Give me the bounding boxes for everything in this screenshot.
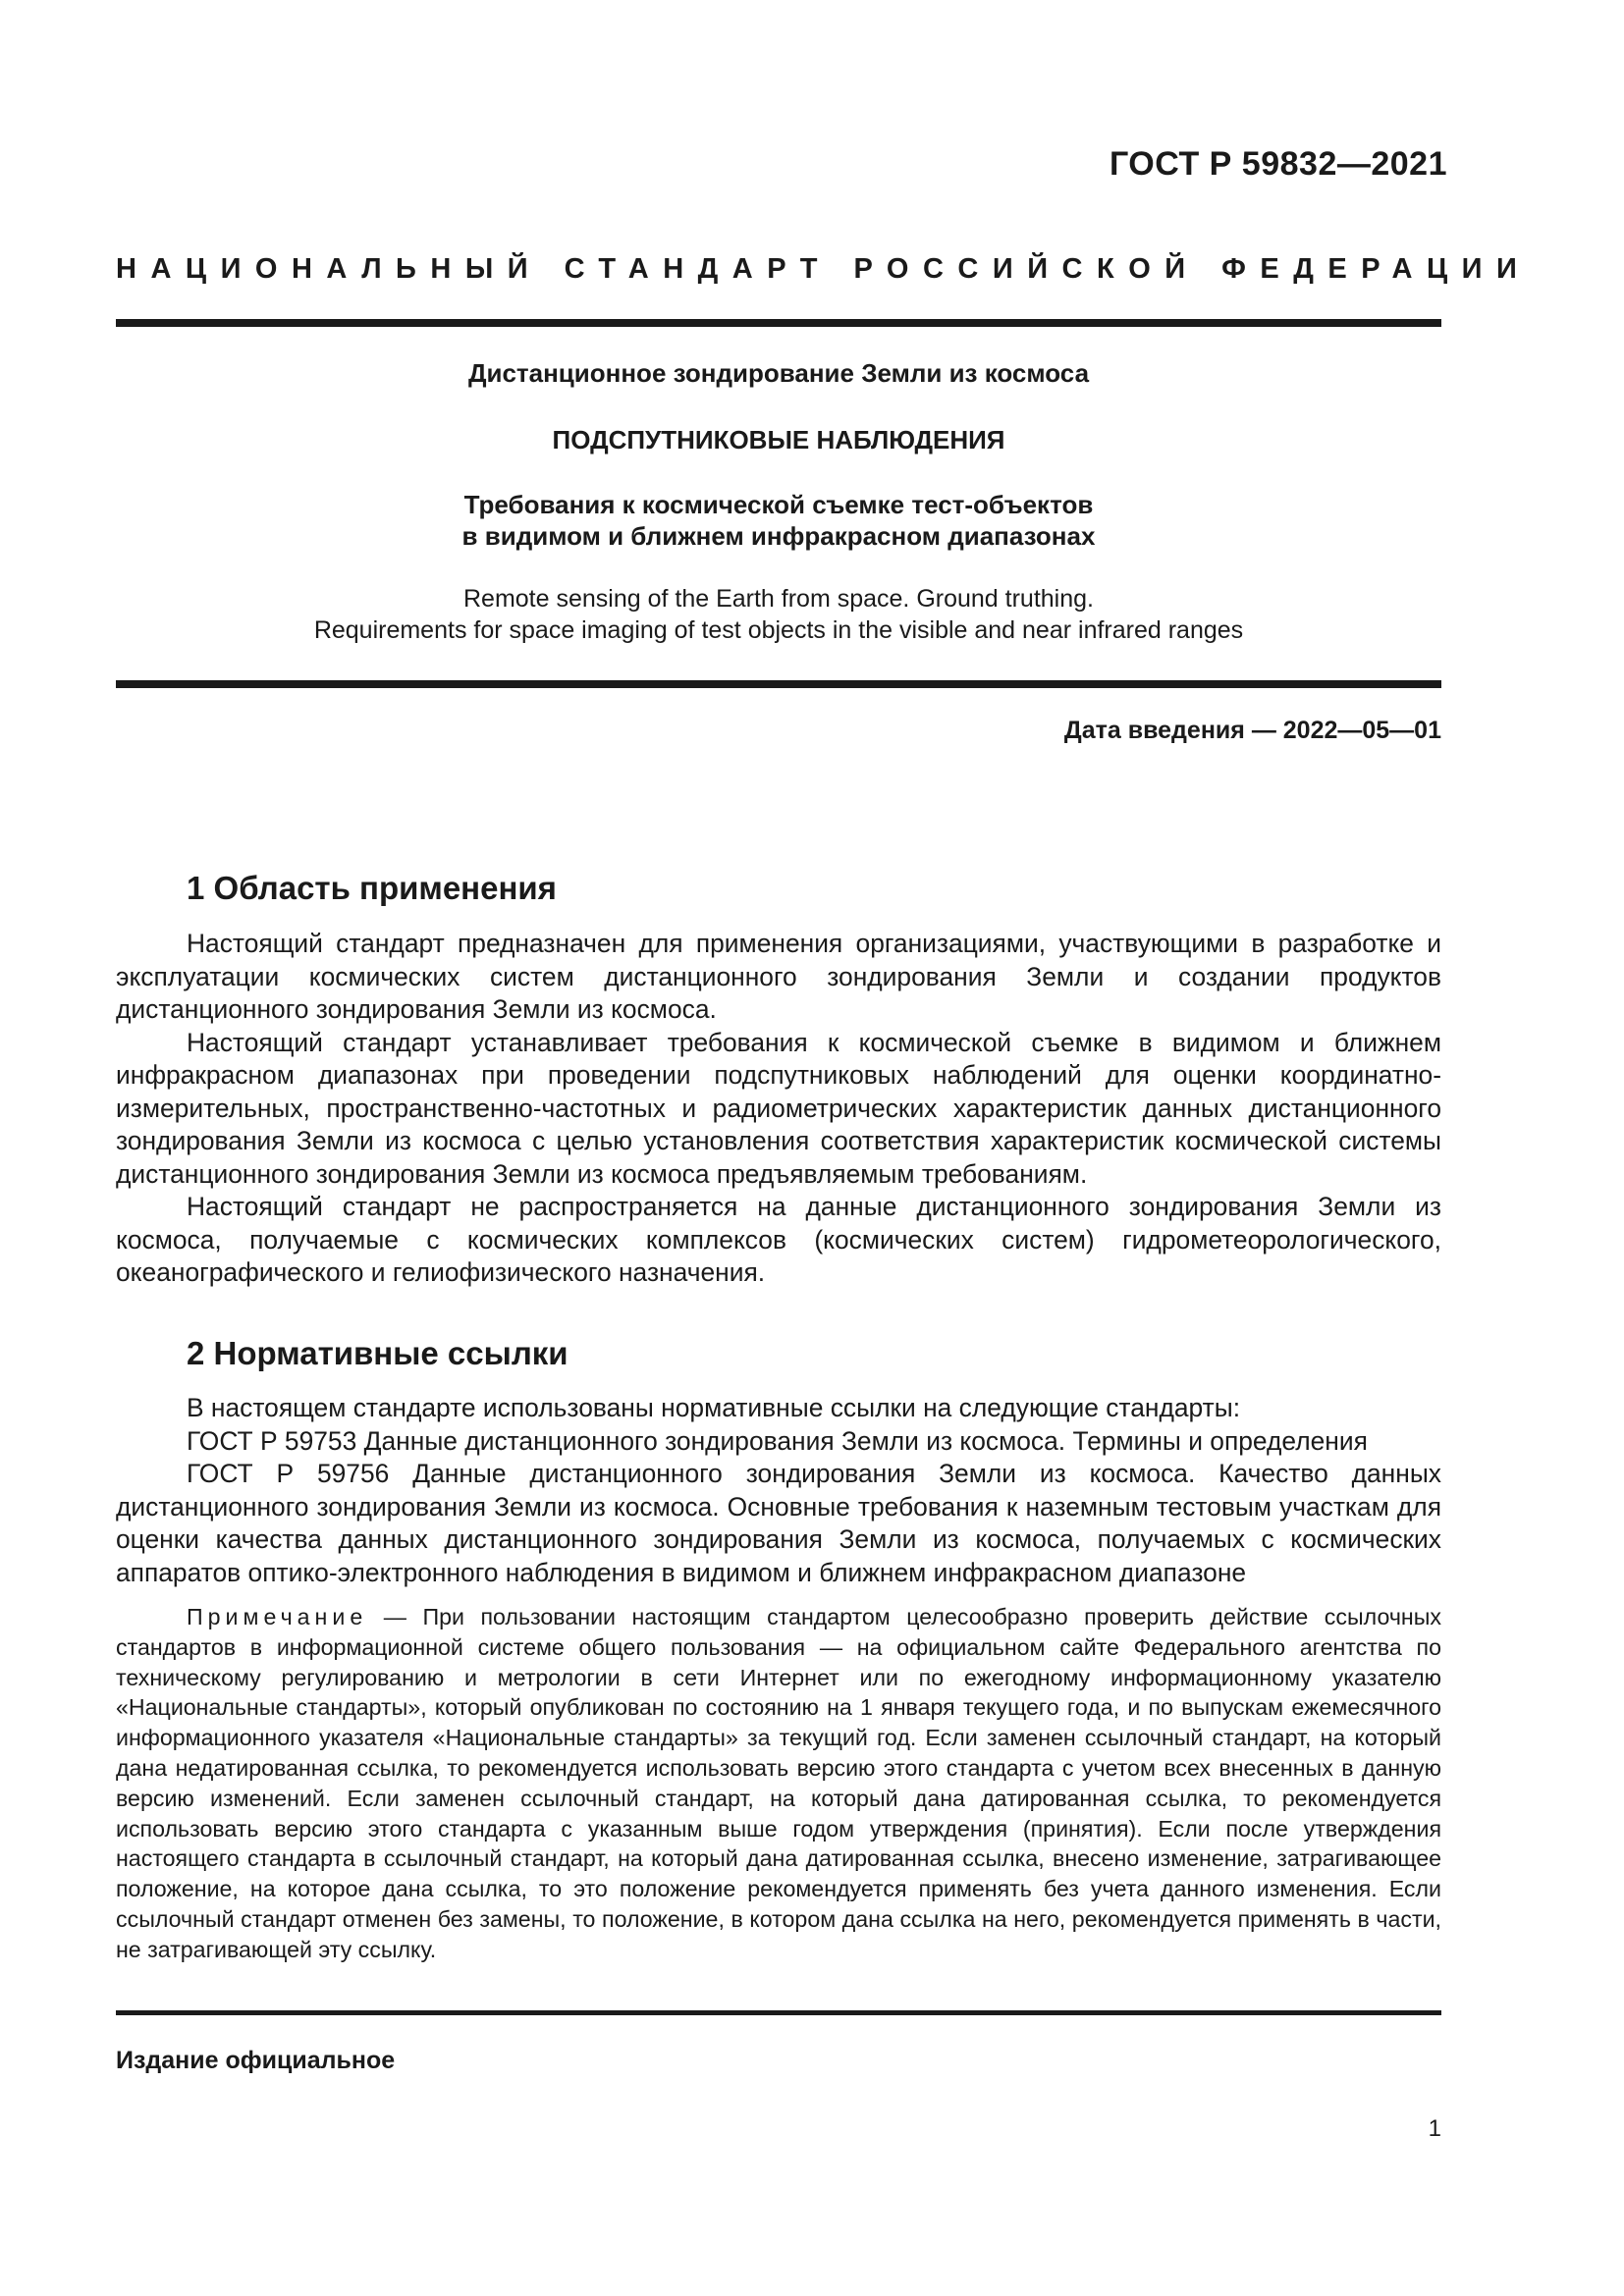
standard-designation: ГОСТ Р 59832—2021 — [1109, 145, 1447, 183]
note-label: Примечание — [187, 1604, 368, 1629]
reference-gost-59753: ГОСТ Р 59753 Данные дистанционного зондирования Земли из космоса. Термины и определения — [187, 1425, 1368, 1456]
title-line-1: Дистанционное зондирование Земли из космоса — [467, 358, 1090, 388]
section-1-paragraph: Настоящий стандарт предназначен для применения организациями, участвующими в разработке и эксплуатации космических систем дистанционного зондирования Земли и создании продуктов дистанционного зондирования Земли из космоса. — [116, 929, 1441, 1024]
section-1-heading: 1 Область применения — [187, 870, 557, 906]
section-2-body — [116, 1392, 1441, 1589]
title-line-3b: в видимом и ближнем инфракрасном диапазонах — [461, 521, 1096, 551]
official-edition-label: Издание официальное — [116, 2047, 396, 2074]
page-number: 1 — [1428, 2115, 1441, 2142]
section-1-body — [116, 928, 1441, 1290]
national-standard-banner: НАЦИОНАЛЬНЫЙ СТАНДАРТ РОССИЙСКОЙ ФЕДЕРАЦИИ — [116, 253, 1532, 285]
english-title-1: Remote sensing of the Earth from space. Ground truthing. — [462, 585, 1094, 613]
reference-gost-59756: ГОСТ Р 59756 Данные дистанционного зондирования Земли из космоса. Качество данных дистанционного зондирования Земли из космоса. Основные требования к наземным тестовым участкам для оценки качества данных дистанционного зондирования Земли из космоса, получаемых с космических аппаратов оптико-электронного наблюдения в видимом и ближнем инфракрасном диапазоне — [116, 1459, 1441, 1587]
title-bottom-rule — [116, 680, 1441, 688]
introduction-date: Дата введения — 2022—05—01 — [1063, 717, 1441, 744]
top-rule — [116, 319, 1441, 327]
english-title-2: Requirements for space imaging of test objects in the visible and near infrared ranges — [313, 616, 1244, 644]
section-1-paragraph: Настоящий стандарт устанавливает требования к космической съемке в видимом и ближнем инфракрасном диапазонах при проведении подспутниковых наблюдений для оценки координатно-измерительных, пространственно-частотных и радиометрических характеристик данных дистанционного зондирования Земли из космоса с целью установления соответствия характеристик космической системы дистанционного зондирования Земли из космоса предъявляемым требованиям. — [116, 1027, 1441, 1189]
section-2-paragraph: В настоящем стандарте использованы нормативные ссылки на следующие стандарты: — [187, 1393, 1241, 1422]
note-text: — При пользовании настоящим стандартом целесообразно проверить действие ссылочных стандартов в информационной системе общего пользования — на официальном сайте Федерального агентства по техническому регулированию и метрологии в сети Интернет или по ежегодному информационному указателю «Национальные стандарты», который опубликован по состоянию на 1 января текущего года, и по выпускам ежемесячного информационного указателя «Национальные стандарты» за текущий год. Если заменен ссылочный стандарт, на который дана недатированная ссылка, то рекомендуется использовать версию этого стандарта с учетом всех внесенных в данную версию изменений. Если заменен ссылочный стандарт, на который дана датированная ссылка, то рекомендуется использовать версию этого стандарта с указанным выше годом утверждения (принятия). Если после утверждения настоящего стандарта в ссылочный стандарт, на который дана датированная ссылка, внесено изменение, затрагивающее положение, на которое дана ссылка, то это положение рекомендуется применять без учета данного изменения. Если ссылочный стандарт отменен без замены, то положение, в котором дана ссылка на него, рекомендуется применять в части, не затрагивающей эту ссылку. — [116, 1604, 1441, 1962]
title-line-3a: Требования к космической съемке тест-объектов — [463, 490, 1094, 519]
title-line-2: ПОДСПУТНИКОВЫЕ НАБЛЮДЕНИЯ — [552, 425, 1005, 454]
footer-rule — [116, 2010, 1441, 2015]
note-block — [116, 1602, 1441, 1965]
section-2-heading: 2 Нормативные ссылки — [187, 1335, 568, 1371]
section-1-paragraph: Настоящий стандарт не распространяется на данные дистанционного зондирования Земли из космоса, получаемые с космических комплексов (космических систем) гидрометеорологического, океанографического и гелиофизического назначения. — [116, 1192, 1441, 1287]
